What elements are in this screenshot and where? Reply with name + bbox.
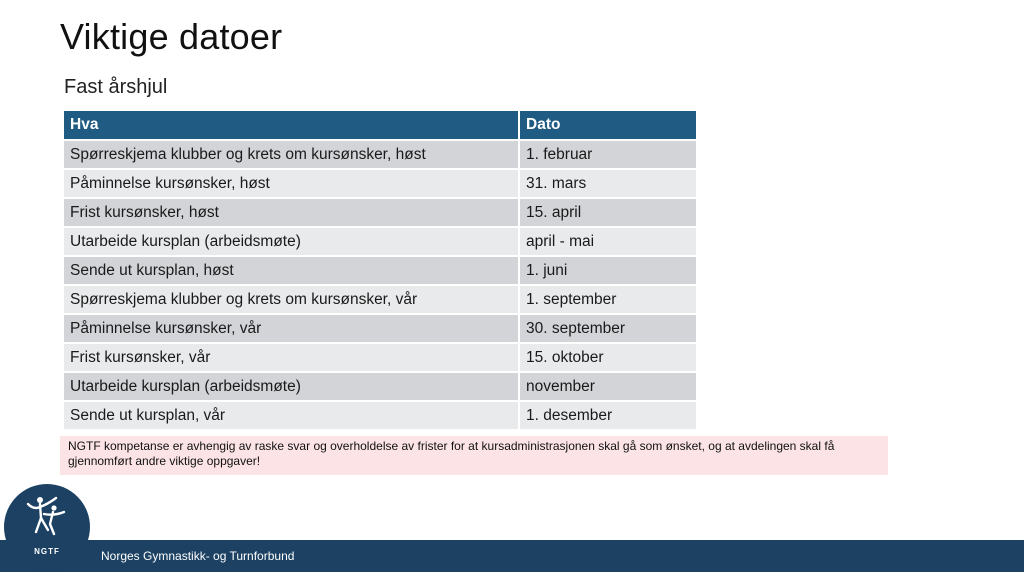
cell-dato: 1. september — [519, 285, 696, 314]
column-header-dato: Dato — [519, 111, 696, 140]
table-header-row — [64, 111, 696, 140]
cell-dato: april - mai — [519, 227, 696, 256]
column-header-hva: Hva — [64, 111, 519, 140]
cell-hva: Påminnelse kursønsker, vår — [64, 314, 519, 343]
cell-dato: 1. desember — [519, 401, 696, 430]
cell-dato: 15. april — [519, 198, 696, 227]
table-row — [64, 169, 696, 198]
cell-hva: Frist kursønsker, høst — [64, 198, 519, 227]
table-row — [64, 372, 696, 401]
cell-hva: Sende ut kursplan, vår — [64, 401, 519, 430]
table-row — [64, 198, 696, 227]
cell-hva: Spørreskjema klubber og krets om kursønsker, høst — [64, 140, 519, 169]
table-row — [64, 227, 696, 256]
cell-hva: Utarbeide kursplan (arbeidsmøte) — [64, 372, 519, 401]
cell-dato: 15. oktober — [519, 343, 696, 372]
dates-table — [64, 111, 696, 431]
gymnast-figures-icon — [4, 484, 90, 570]
slide-title: Viktige datoer — [60, 16, 283, 57]
cell-dato: 30. september — [519, 314, 696, 343]
cell-hva: Sende ut kursplan, høst — [64, 256, 519, 285]
cell-hva: Spørreskjema klubber og krets om kursønsker, vår — [64, 285, 519, 314]
cell-dato: 31. mars — [519, 169, 696, 198]
table-row — [64, 343, 696, 372]
notice-box: NGTF kompetanse er avhengig av raske svar og overholdelse av frister for at kursadministrasjonen skal gå som ønsket, og at avdelingen skal få gjennomført andre viktige oppgaver! — [60, 436, 888, 475]
table-row — [64, 140, 696, 169]
slide-subtitle: Fast årshjul — [64, 76, 168, 98]
organization-name: Norges Gymnastikk- og Turnforbund — [101, 549, 295, 563]
table-row — [64, 401, 696, 430]
table-row — [64, 314, 696, 343]
cell-dato: 1. juni — [519, 256, 696, 285]
cell-hva: Utarbeide kursplan (arbeidsmøte) — [64, 227, 519, 256]
cell-dato: november — [519, 372, 696, 401]
table-row — [64, 256, 696, 285]
cell-hva: Frist kursønsker, vår — [64, 343, 519, 372]
ngtf-logo — [4, 484, 90, 570]
cell-dato: 1. februar — [519, 140, 696, 169]
logo-text: NGTF — [34, 547, 60, 556]
table-row — [64, 285, 696, 314]
cell-hva: Påminnelse kursønsker, høst — [64, 169, 519, 198]
